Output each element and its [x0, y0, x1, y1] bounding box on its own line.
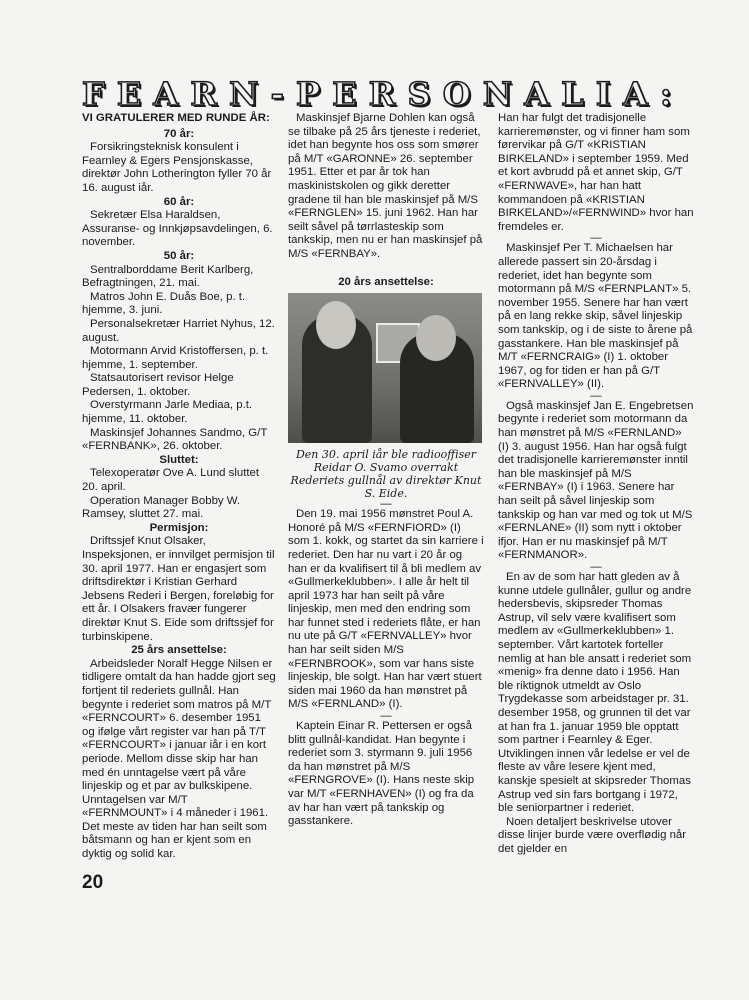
title-letter: N — [482, 75, 513, 113]
photo — [288, 293, 482, 443]
heading-permisjon: Permisjon: — [149, 521, 209, 534]
title-letter: R — [368, 75, 396, 113]
page-title — [82, 72, 672, 116]
title-letter: S — [407, 75, 431, 113]
title-letter: L — [561, 75, 584, 113]
title-letter: : — [659, 75, 672, 113]
title-letter: N — [229, 75, 259, 113]
heading-70: 70 år: — [163, 127, 195, 140]
title-letter: E — [116, 75, 142, 113]
paragraph-dohlen: Maskinsjef Bjarne Dohlen kan også se tilbake på 25 års tjeneste i rederiet, idet han begynte hos oss som smører på M/T «GARONNE» 26. september 1951. Etter et par år tok han maskinistskolen og gikk deretter gradene til han ble maskinsjef på M/S «FERNGLEN» 15. juni 1962. Han har seilt såvel på tørrlasteskip som tankskip, men nu er han maskinsjef på M/S «FERNBAY». — [288, 112, 483, 260]
paragraph-50c: Personalsekretær Harriet Nyhus, 12. august. — [82, 317, 275, 344]
title-letter: F — [82, 75, 105, 113]
paragraph-permisjon: Driftssjef Knut Olsaker, Inspeksjonen, er innvilget permisjon til 30. april 1977. Han er engasjert som driftsdirektør i Kristian Gerhard Jebsens Rederi i Bergen, foreløbig for ett år. I Olsakers fravær fungerer direktør Knut S. Eide som driftssjef for turbinskipene. — [82, 535, 275, 643]
title-letter: A — [153, 75, 179, 113]
paragraph-70: Forsikringsteknisk konsulent i Fearnley & Egers Pensjonskasse, direktør John Lotherington fyller 70 år 16. august iår. — [82, 141, 272, 194]
paragraph-50b: Matros John E. Duås Boe, p. t. hjemme, 3. juni. — [82, 290, 246, 317]
paragraph-closing: Noen detaljert beskrivelse utover disse linjer burde være overflødig når det gjelder en — [498, 815, 687, 855]
title-letter: - — [270, 75, 284, 113]
section-heading: VI GRATULERER MED RUNDE ÅR: — [82, 112, 270, 124]
title-letter: E — [332, 75, 357, 113]
title-letter: R — [190, 75, 217, 113]
paragraph-25: Arbeidsleder Noralf Hegge Nilsen er tidligere omtalt da han hadde gjort seg fortjent til rederiets gullnål. Han begynte i rederiet som matros på M/T «FERNCOURT» 6. desember 1951 og ifølge vårt register var han på T/T «FERNCOURT» i januar iår i en kort periode. Mellom disse skip har han med én unntagelse vært på våre linjeskip og et par av bulkskipene. Unntagelsen var M/T «FERNMOUNT» i 4 måneder i 1961. Det meste av tiden har han seilt som båtsmann og han er kjent som en dyktig og solid kar. — [82, 657, 276, 861]
title-letter: O — [442, 75, 471, 113]
column-1 — [82, 112, 276, 862]
paragraph-50f: Overstyrmann Jarle Mediaa, p.t. hjemme, 11. oktober. — [82, 399, 253, 426]
paragraph-50a: Sentralborddame Berit Karlberg, Befragtningen, 21. mai. — [82, 263, 254, 290]
paragraph-60: Sekretær Elsa Haraldsen, Assuranse- og Innkjøpsavdelingen, 6. november. — [82, 209, 273, 249]
paragraph-honore: Den 19. mai 1956 mønstret Poul A. Honoré på M/S «FERNFIORD» (I) som 1. kokk, og startet da sin karriere i rederiet. Den har nu vart i 20 år og han er da kvalifisert til å bli medlem av «Gullmerkeklubben». I alle år helt til april 1973 har han seilt på våre linjeskip, men med den endring som har funnet sted i rederiets flåte, er han nu ute på G/T «FERNVALLEY» hvor han har seilt siden M/S «FERNBROOK», som var hans siste linjeskip, ble solgt. Han har vært stuert siden mai 1960 da han mønstret på M/S «FERNLAND» (I). — [288, 508, 484, 711]
page-number: 20 — [82, 872, 104, 893]
title-letter: A — [622, 75, 648, 113]
paragraph-michaelsen: Maskinsjef Per T. Michaelsen har allerede passert sin 20-årsdag i rederiet, idet han begynte som motormann på M/S «FERNPLANT» 5. november 1955. Senere har han vært på en lang rekke skip, såvel linjeskip som tankskip, og i de siste to årene på gasstankere. Han ble maskinsjef på M/T «FERNCRAIG» (I) 1. oktober 1967, og for tiden er han på G/T «FERNVALLEY» (II). — [498, 242, 693, 391]
paragraph-continued: Han har fulgt det tradisjonelle karrieremønster, og vi finner ham som førervikar på G/T «KRISTIAN BIRKELAND» i september 1959. Med et kort avbrudd på et annet skip, G/T «FERNWAVE», har han hatt kommandoen på «KRISTIAN BIRKELAND»/«FERNWIND» hvor han fremdeles er. — [498, 112, 694, 233]
title-letter: A — [524, 75, 550, 113]
title-letter: P — [296, 75, 321, 113]
paragraph-50d: Motormann Arvid Kristoffersen, p. t. hjemme, 1. september. — [82, 345, 269, 371]
paragraph-astrup: En av de som har hatt gleden av å kunne utdele gullnåler, gullur og andre hedersbevis, skipsreder Thomas Astrup, vil selv være kvalifisert som medlem av «Gullmerkeklubben» 1. september. Vårt kartotek forteller nemlig at han ble ansatt i rederiet som «menig» fra denne dato i 1956. Han ble riktignok utmeldt av Oslo Trygdekasse som arbeidstager pr. 31. desember 1958, og grunnen til det var at han fra 1. januar 1959 ble opptatt som partner i Fearnley & Eger. Utviklingen innen vår ledelse er vel de fleste av våre lesere kjent med, kanskje spesielt at skipsreder Thomas Astrup ved sin fars bortgang i 1972, ble seniorpartner i rederiet. — [498, 571, 692, 815]
column-2: Maskinsjef Bjarne Dohlen kan også se tilbake på 25 års tjeneste i rederiet, idet han begynte hos oss som smører på M/T «GARONNE» 26. september 1951. Etter et par år tok han maskinistskolen og gikk deretter gradene til han ble maskinsjef på M/S «FERNGLEN» 15. juni 1962. Han har seilt såvel på tørrlasteskip som tankskip, men nu er han maskinsjef på M/S «FERNBAY». 20 års ansettelse: Den 30. april iår ble radiooffiser Reidar O. Svamo overrakt Rederiets gullnål av direktør Knut S. Eide. — Den 19. mai 1956 mønstret Poul A. Honoré på M/S «FERNFIORD» (I) som 1. kokk, og startet da sin karriere i rederiet. Den har nu vart i 20 år og han er da kvalifisert til å bli medlem av «Gullmerkeklubben». I alle år helt til april 1973 har han seilt på våre linjeskip, men med den endring som har funnet sted i rederiets flåte, er han nu ute på G/T «FERNVALLEY» hvor han har seilt siden M/S «FERNBROOK», som var hans siste linjeskip, ble solgt. Han har vært stuert siden mai 1960 da han mønstret på M/S «FERNLAND» (I). — Kaptein Einar R. Pettersen er også blitt gullnål-kandidat. Han begynte i rederiet som 3. styrmann 9. juli 1956 da han mønstret på M/S «FERNGROVE» (I). Hans neste skip var M/T «FERNHAVEN» (I) og fra da av har han vært på tankskip og gasstankere. — [288, 112, 484, 828]
heading-50: 50 år: — [163, 249, 195, 262]
paragraph-50g: Maskinsjef Johannes Sandmo, G/T «FERNBANK», 26. oktober. — [82, 426, 268, 453]
column-3: Han har fulgt det tradisjonelle karrieremønster, og vi finner ham som førervikar på G/T «KRISTIAN BIRKELAND» i september 1959. Med et kort avbrudd på et annet skip, G/T «FERNWAVE», har han hatt kommandoen på «KRISTIAN BIRKELAND»/«FERNWIND» hvor han fremdeles er. — Maskinsjef Per T. Michaelsen har allerede passert sin 20-årsdag i rederiet, idet han begynte som motormann på M/S «FERNPLANT» 5. november 1955. Senere har han vært på en lang rekke skip, såvel linjeskip som tankskip, og i de siste to årene på gasstankere. Han ble maskinsjef på M/T «FERNCRAIG» (I) 1. oktober 1967, og for tiden er han på G/T «FERNVALLEY» (II). — Også maskinsjef Jan E. Engebretsen begynte i rederiet som motormann da han mønstret på M/S «FERNLAND» (I) 3. august 1956. Han har også fulgt det tradisjonelle karrieremønster inntil han ble maskinsjef på M/S «FERNBAY» (I) i 1963. Senere har han seilt på såvel linjeskip som tankskip og han var med og tok ut M/S «FERNLANE» (II) som nytt i oktober ifjor. Han er nu maskinsjef på M/T «FERNMANOR». — En av de som har hatt gleden av å kunne utdele gullnåler, gullur og andre hedersbevis, skipsreder Thomas Astrup, vil selv være kvalifisert som medlem av «Gullmerkeklubben» 1. september. Vårt kartotek forteller nemlig at han ble ansatt i rederiet som «menig» fra denne dato i 1956. Han ble riktignok utmeldt av Oslo Trygdekasse som arbeidstager pr. 31. desember 1958, og grunnen til det var at han fra 1. januar 1959 ble opptatt som partner i Fearnley & Eger. Utviklingen innen vår ledelse er vel de fleste av våre lesere kjent med, kanskje spesielt at skipsreder Thomas Astrup ved sin fars bortgang i 1972, ble seniorpartner i rederiet. Noen detaljert beskrivelse utover disse linjer burde være overflødig når det gjelder en — [498, 112, 694, 855]
paragraph-sluttet-a: Telexoperatør Ove A. Lund sluttet 20. april. — [82, 467, 260, 494]
heading-sluttet: Sluttet: — [159, 453, 199, 466]
paragraph-50e: Statsautorisert revisor Helge Pedersen, 1. oktober. — [82, 372, 234, 398]
title-letter: I — [595, 75, 611, 113]
paragraph-pettersen: Kaptein Einar R. Pettersen er også blitt gullnål-kandidat. Han begynte i rederiet som 3. styrmann 9. juli 1956 da han mønstret på M/S «FERNGROVE» (I). Hans neste skip var M/T «FERNHAVEN» (I) og fra da av har han vært på tankskip og gasstankere. — [288, 720, 475, 828]
heading-60: 60 år: — [163, 195, 195, 208]
photo-caption: Den 30. april iår ble radiooffiser Reidar O. Svamo overrakt Rederiets gullnål av direktør Knut S. Eide. — [290, 448, 482, 501]
paragraph-engebretsen: Også maskinsjef Jan E. Engebretsen begynte i rederiet som motormann da han mønstret på M/S «FERNLAND» (I) 3. august 1956. Han har også fulgt det tradisjonelle karrieremønster inntil han ble maskinsjef på M/S «FERNBAY» (I) i 1963. Senere har han seilt på såvel linjeskip som tankskip og han var med og tok ut M/S «FERNLANE» (II) som nytt i oktober ifjor. Han er nu maskinsjef på M/T «FERNMANOR». — [498, 399, 694, 562]
heading-20: 20 års ansettelse: — [338, 275, 434, 288]
paragraph-sluttet-b: Operation Manager Bobby W. Ramsey, sluttet 27. mai. — [82, 494, 241, 521]
heading-25: 25 års ansettelse: — [131, 644, 227, 657]
